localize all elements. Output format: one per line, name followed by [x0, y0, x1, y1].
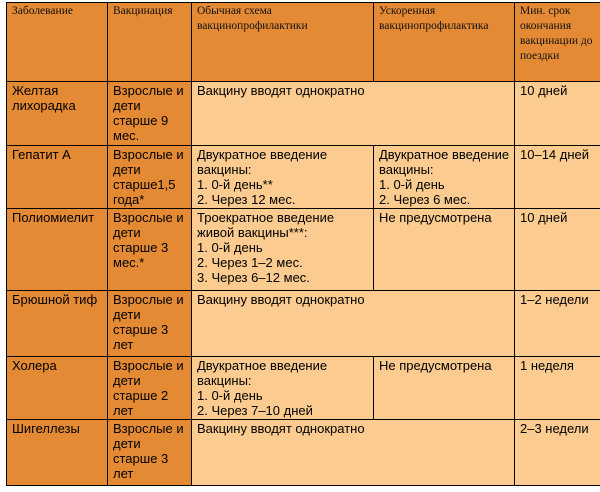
header-disease: Заболевание — [7, 3, 108, 82]
vaccination-cell: Взрослые и дети старше 2 лет — [108, 357, 192, 420]
regular-scheme-cell: Троекратное введение живой вакцины***: 1. 0-й день 2. Через 1–2 мес. 3. Через 6–12 мес. — [192, 209, 374, 291]
disease-cell: Холера — [7, 357, 108, 420]
document-page — [6, 2, 600, 486]
min-term-cell: 2–3 недели — [515, 420, 600, 486]
header-min-term: Мин. срок окончания вакцинации до поездки — [515, 3, 600, 82]
regular-scheme-cell: Двукратное введение вакцины: 1. 0-й день 2. Через 7–10 дней — [192, 357, 374, 420]
table-row — [7, 209, 600, 291]
min-term-cell: 1 неделя — [515, 357, 600, 420]
min-term-cell: 1–2 недели — [515, 291, 600, 357]
vaccination-cell: Взрослые и дети старше 9 мес. — [108, 82, 192, 146]
min-term-cell: 10 дней — [515, 209, 600, 291]
disease-cell: Брюшной тиф — [7, 291, 108, 357]
table-row — [7, 146, 600, 209]
table-row — [7, 291, 600, 357]
min-term-cell: 10 дней — [515, 82, 600, 146]
table-row — [7, 420, 600, 486]
accelerated-scheme-cell: Двукратное введение вакцины: 1. 0-й день 2. Через 6 мес. — [374, 146, 515, 209]
disease-cell: Шигеллезы — [7, 420, 108, 486]
table-row — [7, 82, 600, 146]
accelerated-scheme-cell: Не предусмотрена — [374, 209, 515, 291]
table-header-row — [7, 3, 600, 82]
disease-cell: Желтая лихорадка — [7, 82, 108, 146]
min-term-cell: 10–14 дней — [515, 146, 600, 209]
regular-scheme-cell: Вакцину вводят однократно — [192, 291, 515, 357]
vaccination-cell: Взрослые и дети старше 3 лет — [108, 291, 192, 357]
regular-scheme-cell: Вакцину вводят однократно — [192, 420, 515, 486]
header-vaccination: Вакцинация — [108, 3, 192, 82]
regular-scheme-cell: Двукратное введение вакцины: 1. 0-й день** 2. Через 12 мес. — [192, 146, 374, 209]
disease-cell: Гепатит А — [7, 146, 108, 209]
regular-scheme-cell: Вакцину вводят однократно — [192, 82, 515, 146]
header-accelerated-scheme: Ускоренная вакцинопрофилактика — [374, 3, 515, 82]
header-regular-scheme: Обычная схема вакцинопрофилактики — [192, 3, 374, 82]
vaccination-cell: Взрослые и дети старше 3 лет — [108, 420, 192, 486]
table-row — [7, 357, 600, 420]
accelerated-scheme-cell: Не предусмотрена — [374, 357, 515, 420]
vaccination-table — [6, 2, 600, 486]
vaccination-cell: Взрослые и дети старше 3 мес.* — [108, 209, 192, 291]
vaccination-cell: Взрослые и дети старше1,5 года* — [108, 146, 192, 209]
disease-cell: Полиомиелит — [7, 209, 108, 291]
